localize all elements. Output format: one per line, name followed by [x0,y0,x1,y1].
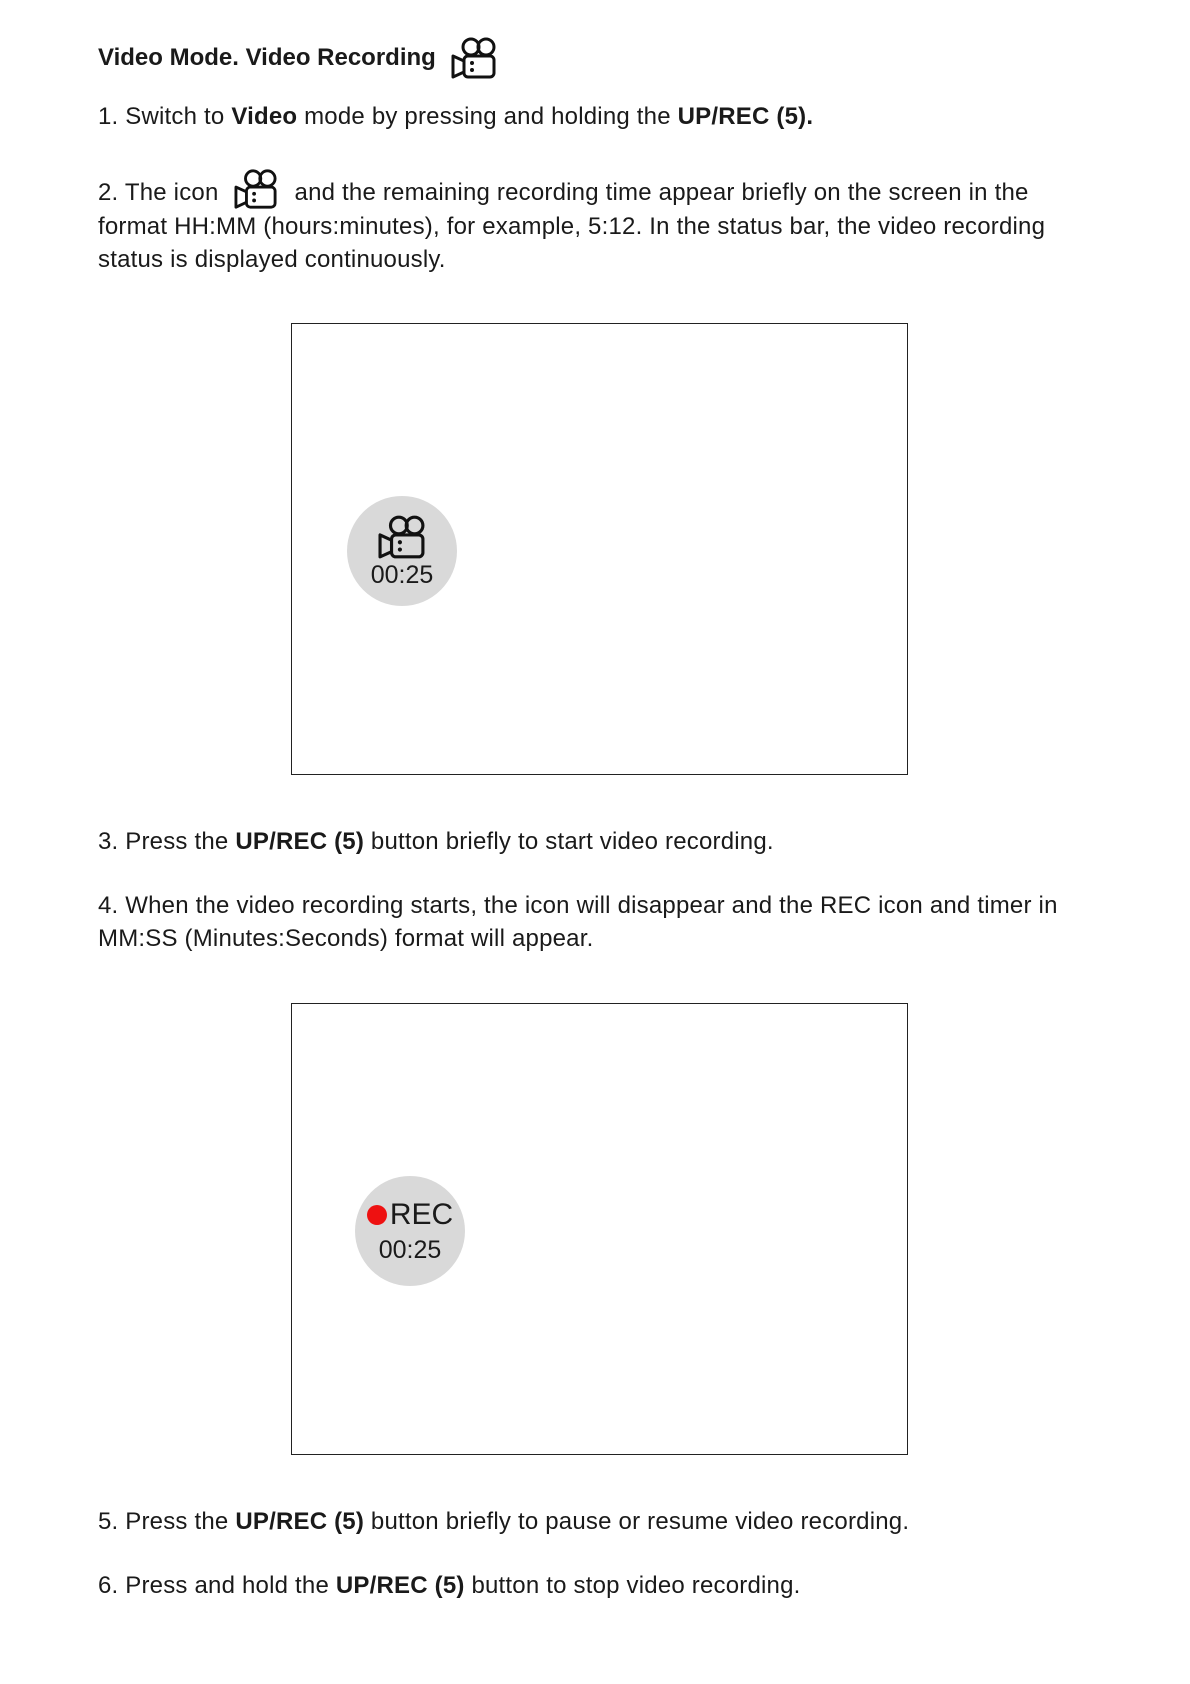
step-4: 4. When the video recording starts, the icon will disappear and the REC icon and timer in MM:SS (Minutes:Seconds) format will appear. [98,892,1058,952]
recording-badge [355,1176,465,1286]
step-2: 2. The icon and the remaining recording time appear briefly on the screen in the format HH:MM (hours:minutes), for example, 5:12. In the status bar, the video recording status is displayed continuously. [98,168,1098,276]
step-3: 3. Press the UP/REC (5) button briefly to start video recording. [98,828,774,855]
screen-figure-recording [291,1003,908,1455]
video-camera-icon [450,36,498,80]
screen-figure-video-mode [291,323,908,775]
recording-timer: 00:25 [378,1236,442,1264]
rec-label: REC [389,1198,454,1231]
heading-title: Video Mode. Video Recording [98,44,436,71]
video-mode-badge [347,496,457,606]
step-1: 1. Switch to Video mode by pressing and holding the UP/REC (5). [98,103,814,130]
rec-indicator [367,1199,453,1231]
video-camera-icon [376,514,428,560]
video-camera-icon [233,168,279,210]
rec-dot-icon [367,1205,387,1225]
remaining-time: 00:25 [370,561,434,589]
step-5: 5. Press the UP/REC (5) button briefly to pause or resume video recording. [98,1508,910,1535]
section-heading [98,36,498,80]
step-6: 6. Press and hold the UP/REC (5) button to stop video recording. [98,1572,801,1599]
